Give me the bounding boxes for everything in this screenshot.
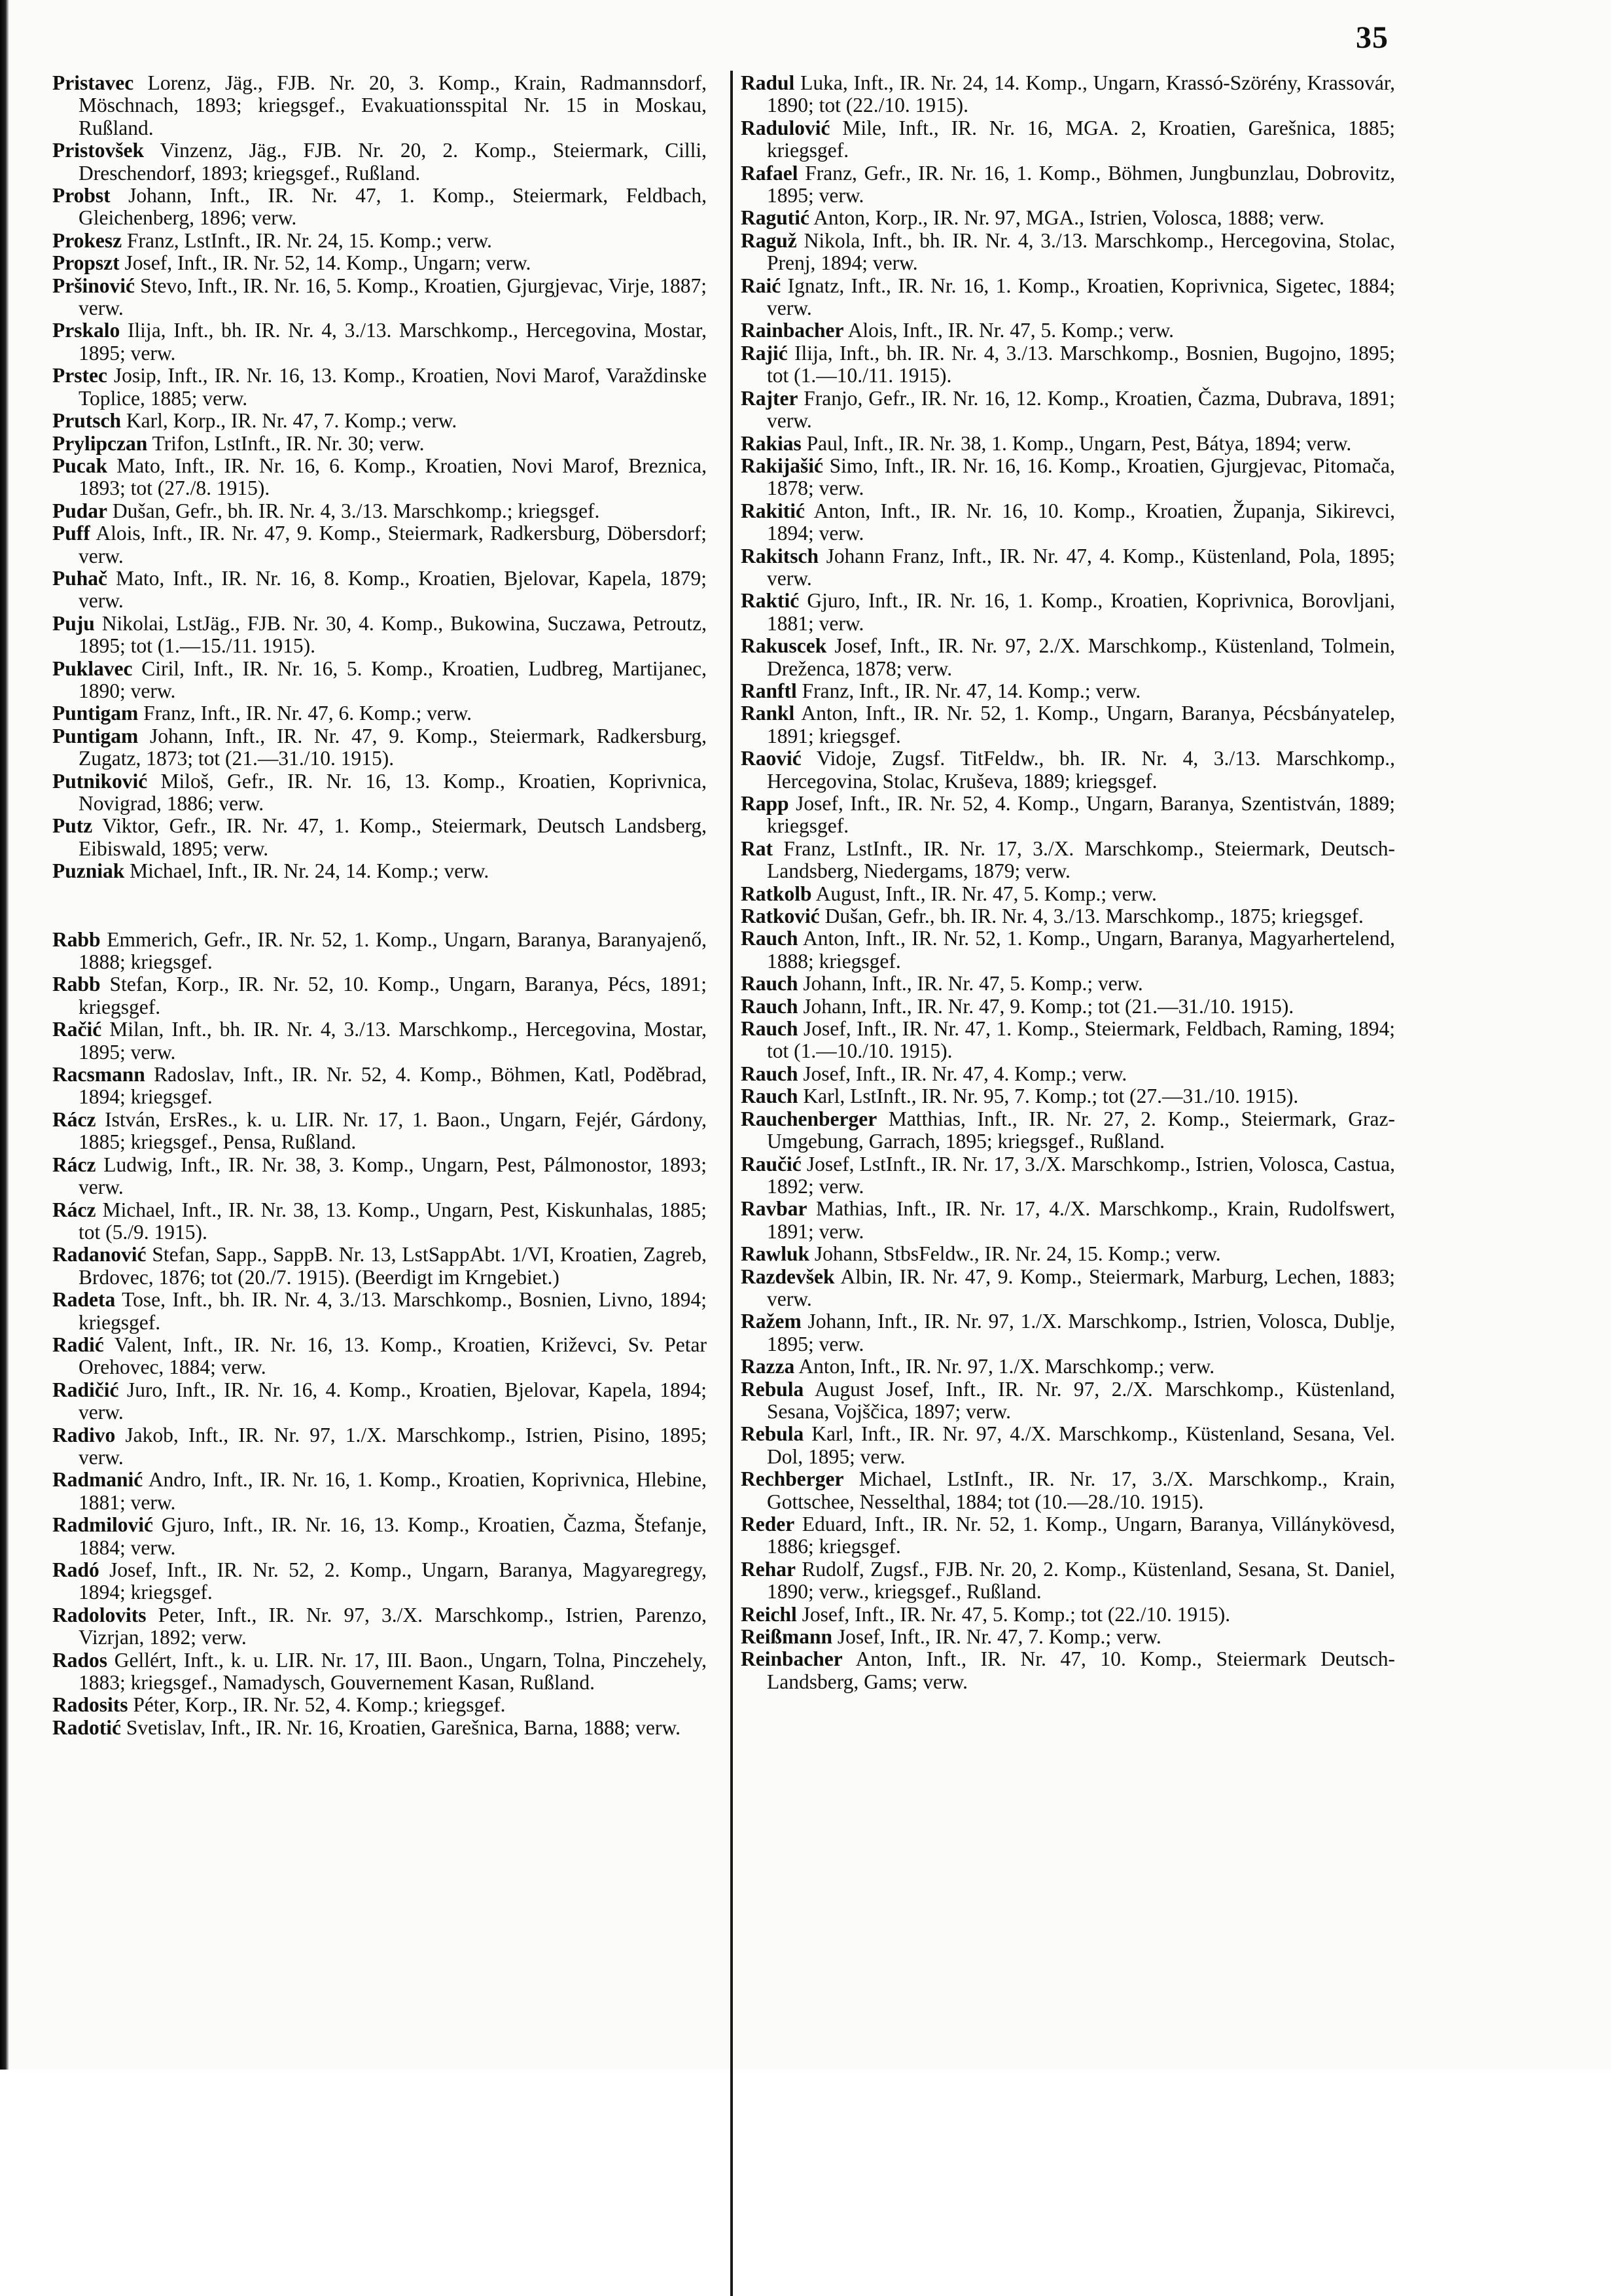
list-entry — [741, 72, 1395, 117]
list-entry — [741, 838, 1395, 883]
entry-details: Anton, Inft., IR. Nr. 16, 10. Komp., Kroatien, Županja, Sikirevci, 1894; verw. — [767, 499, 1395, 545]
list-entry — [52, 522, 707, 567]
entry-surname: Reinbacher — [741, 1647, 843, 1671]
entry-details: Johann, Inft., IR. Nr. 47, 9. Komp.; tot (21.—31./10. 1915). — [798, 994, 1294, 1018]
entry-surname: Prskalo — [52, 319, 120, 342]
list-entry — [52, 1289, 707, 1334]
entry-details: Peter, Inft., IR. Nr. 97, 3./X. Marschkomp., Istrien, Parenzo, Vizrjan, 1892; verw. — [79, 1603, 707, 1649]
entry-details: Anton, Inft., IR. Nr. 47, 10. Komp., Steiermark Deutsch-Landsberg, Gams; verw. — [767, 1647, 1395, 1693]
list-entry — [741, 230, 1395, 275]
entry-details: Josef, LstInft., IR. Nr. 17, 3./X. Marschkomp., Istrien, Volosca, Castua, 1892; verw. — [767, 1152, 1395, 1198]
entry-surname: Puklavec — [52, 656, 133, 680]
list-entry — [52, 1694, 707, 1716]
list-entry — [52, 319, 707, 365]
entry-details: August, Inft., IR. Nr. 47, 5. Komp.; verw. — [811, 882, 1157, 905]
list-entry — [52, 252, 707, 274]
entry-details: Andro, Inft., IR. Nr. 16, 1. Komp., Kroatien, Koprivnica, Hlebine, 1881; verw. — [79, 1468, 707, 1514]
list-entry — [52, 815, 707, 860]
entry-surname: Pudar — [52, 499, 108, 522]
list-entry — [741, 500, 1395, 545]
left-entries-r — [52, 929, 707, 1740]
entry-details: Franz, Gefr., IR. Nr. 16, 1. Komp., Böhmen, Jungbunzlau, Dobrovitz, 1895; verw. — [767, 161, 1395, 207]
list-entry — [741, 747, 1395, 793]
list-entry — [52, 1199, 707, 1244]
column-divider — [730, 71, 733, 2296]
entry-details: Nikola, Inft., bh. IR. Nr. 4, 3./13. Marschkomp., Hercegovina, Stolac, Prenj, 1894; verw. — [767, 228, 1395, 275]
list-entry — [741, 1153, 1395, 1198]
entry-surname: Prutsch — [52, 409, 121, 433]
list-entry — [741, 1063, 1395, 1085]
entry-details: Ciril, Inft., IR. Nr. 16, 5. Komp., Kroatien, Ludbreg, Martijanec, 1890; verw. — [79, 656, 707, 702]
entry-surname: Radić — [52, 1333, 104, 1356]
entry-surname: Rebula — [741, 1422, 804, 1446]
list-entry — [52, 1559, 707, 1604]
list-entry — [52, 1469, 707, 1514]
entry-details: Emmerich, Gefr., IR. Nr. 52, 1. Komp., Ungarn, Baranya, Baranyajenő, 1888; kriegsgef. — [79, 927, 707, 974]
list-entry — [741, 117, 1395, 162]
list-entry — [741, 1378, 1395, 1424]
entry-surname: Probst — [52, 184, 111, 207]
entry-details: Miloš, Gefr., IR. Nr. 16, 13. Komp., Kroatien, Koprivnica, Novigrad, 1886; verw. — [79, 769, 707, 815]
entry-details: Svetislav, Inft., IR. Nr. 16, Kroatien, Garešnica, Barna, 1888; verw. — [121, 1715, 681, 1739]
entry-details: Viktor, Gefr., IR. Nr. 47, 1. Komp., Steiermark, Deutsch Landsberg, Eibiswald, 1895; verw. — [79, 814, 707, 860]
entry-details: Ignatz, Inft., IR. Nr. 16, 1. Komp., Kroatien, Koprivnica, Sigetec, 1884; verw. — [767, 274, 1395, 320]
entry-surname: Ražem — [741, 1310, 802, 1333]
entry-details: Ludwig, Inft., IR. Nr. 38, 3. Komp., Ungarn, Pest, Pálmonostor, 1893; verw. — [79, 1153, 707, 1199]
entry-surname: Rauch — [741, 1017, 798, 1041]
entry-details: Karl, LstInft., IR. Nr. 95, 7. Komp.; tot (27.—31./10. 1915). — [798, 1085, 1299, 1108]
list-entry — [741, 1558, 1395, 1604]
entry-surname: Radotić — [52, 1715, 121, 1739]
list-entry — [741, 455, 1395, 500]
list-entry — [52, 1064, 707, 1109]
list-entry — [52, 500, 707, 522]
entry-surname: Rakias — [741, 431, 802, 455]
entry-details: Stefan, Sapp., SappB. Nr. 13, LstSappAbt. 1/VI, Kroatien, Zagreb, Brdovec, 1876; tot (20./7. 1915). (Beerdigt im Krngebiet.) — [79, 1243, 707, 1289]
entry-surname: Radosits — [52, 1693, 128, 1717]
list-entry — [741, 1108, 1395, 1153]
entry-details: Josef, Inft., IR. Nr. 97, 2./X. Marschkomp., Küstenland, Tolmein, Dreženca, 1878; verw. — [767, 634, 1395, 680]
entry-surname: Rauch — [741, 927, 798, 950]
entry-surname: Rauchenberger — [741, 1107, 877, 1130]
entry-surname: Rakuscek — [741, 634, 827, 658]
entry-surname: Ratkolb — [741, 882, 812, 905]
entry-surname: Ranftl — [741, 679, 797, 702]
list-entry — [741, 590, 1395, 635]
entry-surname: Razza — [741, 1355, 795, 1378]
entry-surname: Radmanić — [52, 1468, 143, 1492]
entry-surname: Radulović — [741, 116, 830, 139]
entry-surname: Reißmann — [741, 1625, 833, 1649]
entry-surname: Puzniak — [52, 859, 125, 883]
entry-details: Anton, Korp., IR. Nr. 97, MGA., Istrien, Volosca, 1888; verw. — [809, 206, 1324, 230]
entry-details: Michael, Inft., IR. Nr. 24, 14. Komp.; verw. — [124, 859, 489, 883]
entry-surname: Rechberger — [741, 1467, 844, 1491]
entry-details: Radoslav, Inft., IR. Nr. 52, 4. Komp., Böhmen, Katl, Poděbrad, 1894; kriegsgef. — [79, 1063, 707, 1109]
entry-surname: Rehar — [741, 1557, 796, 1581]
entry-details: Alois, Inft., IR. Nr. 47, 9. Komp., Steiermark, Radkersburg, Döbersdorf; verw. — [79, 522, 707, 567]
entry-surname: Puju — [52, 611, 95, 635]
entry-details: Franz, Inft., IR. Nr. 47, 14. Komp.; verw. — [796, 679, 1141, 702]
entry-details: Josef, Inft., IR. Nr. 52, 14. Komp., Ungarn; verw. — [119, 251, 531, 275]
entry-surname: Rakijašić — [741, 454, 823, 477]
list-entry — [52, 1424, 707, 1469]
list-entry — [52, 1334, 707, 1379]
entry-details: Gjuro, Inft., IR. Nr. 16, 13. Komp., Kroatien, Čazma, Štefanje, 1884; verw. — [79, 1513, 707, 1559]
list-entry — [741, 545, 1395, 590]
entry-surname: Ravbar — [741, 1197, 807, 1221]
entry-details: Nikolai, LstJäg., FJB. Nr. 30, 4. Komp., Bukowina, Suczawa, Petroutz, 1895; tot (1.—15./11. 1915). — [79, 611, 707, 658]
entry-details: Vidoje, Zugsf. TitFeldw., bh. IR. Nr. 4, 3./13. Marschkomp., Hercegovina, Stolac, Kruševa, 1889; kriegsgef. — [767, 747, 1395, 793]
entry-details: Josef, Inft., IR. Nr. 47, 7. Komp.; verw. — [832, 1625, 1161, 1649]
entry-surname: Reder — [741, 1513, 795, 1535]
entry-surname: Rafael — [741, 161, 798, 185]
entry-surname: Rajić — [741, 341, 788, 365]
entry-surname: Rakitsch — [741, 544, 819, 567]
list-entry — [52, 613, 707, 658]
entry-details: Josip, Inft., IR. Nr. 16, 13. Komp., Kroatien, Novi Marof, Varaždinske Toplice, 1885; verw. — [79, 364, 707, 410]
list-entry — [741, 1018, 1395, 1063]
entry-surname: Putz — [52, 814, 93, 838]
entry-details: Mato, Inft., IR. Nr. 16, 8. Komp., Kroatien, Bjelovar, Kapela, 1879; verw. — [79, 566, 707, 613]
list-entry — [741, 680, 1395, 702]
list-entry — [52, 455, 707, 500]
entry-details: Franz, LstInft., IR. Nr. 17, 3./X. Marschkomp., Steiermark, Deutsch-Landsberg, Niedergams, 1879; verw. — [767, 836, 1395, 883]
entry-surname: Puff — [52, 522, 90, 545]
list-entry — [741, 207, 1395, 229]
entry-details: Alois, Inft., IR. Nr. 47, 5. Komp.; verw. — [843, 319, 1175, 342]
list-entry — [52, 1379, 707, 1424]
list-entry — [741, 433, 1395, 455]
entry-surname: Rácz — [52, 1198, 96, 1221]
entry-surname: Radeta — [52, 1288, 116, 1312]
list-entry — [52, 973, 707, 1018]
list-entry — [52, 1018, 707, 1064]
entry-surname: Prokesz — [52, 228, 122, 252]
entry-details: Dušan, Gefr., bh. IR. Nr. 4, 3./13. Marschkomp.; kriegsgef. — [107, 499, 600, 522]
entry-surname: Radičić — [52, 1378, 119, 1401]
list-entry — [741, 342, 1395, 387]
right-column — [741, 72, 1395, 1693]
entry-surname: Pucak — [52, 454, 108, 477]
entry-details: Eduard, Inft., IR. Nr. 52, 1. Komp., Ungarn, Baranya, Villánykövesd, 1886; kriegsgef. — [767, 1513, 1395, 1558]
entry-details: Tose, Inft., bh. IR. Nr. 4, 3./13. Marschkomp., Bosnien, Livno, 1894; kriegsgef. — [79, 1288, 707, 1334]
list-entry — [741, 1626, 1395, 1648]
entry-surname: Rebula — [741, 1377, 804, 1401]
entry-details: Johann, Inft., IR. Nr. 47, 9. Komp., Steiermark, Radkersburg, Zugatz, 1873; tot (21.—31./10. 1915). — [79, 724, 707, 770]
list-entry — [52, 139, 707, 185]
entry-surname: Ragutić — [741, 206, 809, 230]
entry-surname: Rat — [741, 836, 773, 860]
entry-surname: Pršinović — [52, 274, 135, 297]
entry-surname: Razdevšek — [741, 1265, 835, 1288]
entry-details: István, ErsRes., k. u. LIR. Nr. 17, 1. Baon., Ungarn, Fejér, Gárdony, 1885; kriegsgef., Pensa, Rußland. — [79, 1107, 707, 1154]
entry-surname: Raktić — [741, 589, 800, 613]
list-entry — [52, 658, 707, 703]
entry-surname: Rabb — [52, 973, 101, 996]
list-entry — [52, 433, 707, 455]
entry-details: Josef, Inft., IR. Nr. 52, 2. Komp., Ungarn, Baranya, Magyaregregy, 1894; kriegsgef. — [79, 1558, 707, 1604]
entry-details: Karl, Korp., IR. Nr. 47, 7. Komp.; verw. — [121, 409, 457, 433]
entry-details: Josef, Inft., IR. Nr. 47, 5. Komp.; tot (22./10. 1915). — [796, 1602, 1231, 1626]
list-entry — [741, 635, 1395, 680]
entry-details: Matthias, Inft., IR. Nr. 27, 2. Komp., Steiermark, Graz-Umgebung, Garrach, 1895; kriegsgef., Rußland. — [767, 1107, 1395, 1153]
entry-surname: Rabb — [52, 927, 101, 951]
entry-details: Anton, Inft., IR. Nr. 97, 1./X. Marschkomp.; verw. — [794, 1355, 1215, 1378]
list-entry — [741, 927, 1395, 973]
list-entry — [741, 996, 1395, 1018]
entry-details: Simo, Inft., IR. Nr. 16, 16. Komp., Kroatien, Gjurgjevac, Pitomača, 1878; verw. — [767, 454, 1395, 500]
entry-details: Anton, Inft., IR. Nr. 52, 1. Komp., Ungarn, Baranya, Magyarhertelend, 1888; kriegsgef. — [767, 927, 1395, 973]
entry-details: Jakob, Inft., IR. Nr. 97, 1./X. Marschkomp., Istrien, Pisino, 1895; verw. — [79, 1423, 707, 1469]
entry-details: Josef, Inft., IR. Nr. 47, 1. Komp., Steiermark, Feldbach, Raming, 1894; tot (1.—10./10. 1915). — [767, 1017, 1395, 1063]
list-entry — [741, 387, 1395, 433]
list-entry — [741, 1198, 1395, 1243]
list-entry — [52, 1514, 707, 1559]
entry-details: Dušan, Gefr., bh. IR. Nr. 4, 3./13. Marschkomp., 1875; kriegsgef. — [819, 905, 1364, 928]
entry-surname: Puhač — [52, 566, 108, 590]
list-entry — [52, 1604, 707, 1649]
list-entry — [741, 905, 1395, 927]
entry-surname: Radul — [741, 71, 795, 94]
list-entry — [52, 230, 707, 252]
list-entry — [741, 319, 1395, 342]
entry-surname: Racsmann — [52, 1063, 145, 1086]
list-entry — [741, 1468, 1395, 1513]
entry-details: Trifon, LstInft., IR. Nr. 30; verw. — [147, 431, 425, 455]
left-entries-p — [52, 72, 707, 883]
entry-surname: Reichl — [741, 1602, 797, 1626]
list-entry — [741, 1513, 1395, 1558]
entry-details: Luka, Inft., IR. Nr. 24, 14. Komp., Ungarn, Krassó-Szörény, Krassovár, 1890; tot (22./10. 1915). — [767, 71, 1395, 117]
entry-details: Milan, Inft., bh. IR. Nr. 4, 3./13. Marschkomp., Hercegovina, Mostar, 1895; verw. — [79, 1018, 707, 1064]
entry-details: Juro, Inft., IR. Nr. 16, 4. Komp., Kroatien, Bjelovar, Kapela, 1894; verw. — [79, 1378, 707, 1424]
entry-surname: Radolovits — [52, 1603, 147, 1626]
entry-details: Josef, Inft., IR. Nr. 47, 4. Komp.; verw. — [798, 1062, 1127, 1085]
list-entry — [741, 1604, 1395, 1626]
entry-surname: Radanović — [52, 1243, 147, 1266]
page-number: 35 — [1356, 20, 1389, 55]
list-entry — [741, 162, 1395, 207]
entry-surname: Pristovšek — [52, 139, 144, 162]
entry-details: Péter, Korp., IR. Nr. 52, 4. Komp.; kriegsgef. — [128, 1693, 506, 1717]
entry-details: Johann, StbsFeldw., IR. Nr. 24, 15. Komp.; verw. — [809, 1242, 1221, 1266]
entry-details: Valent, Inft., IR. Nr. 16, 13. Komp., Kroatien, Križevci, Sv. Petar Orehovec, 1884; verw. — [79, 1333, 707, 1379]
entry-details: Karl, Inft., IR. Nr. 97, 4./X. Marschkomp., Küstenland, Sesana, Vel. Dol, 1895; verw. — [767, 1422, 1395, 1468]
list-entry — [52, 860, 707, 882]
list-entry — [52, 770, 707, 816]
list-entry — [741, 793, 1395, 838]
right-entries — [741, 72, 1395, 1693]
entry-details: Stefan, Korp., IR. Nr. 52, 10. Komp., Ungarn, Baranya, Pécs, 1891; kriegsgef. — [79, 973, 707, 1018]
entry-surname: Rauch — [741, 1062, 798, 1085]
entry-details: Anton, Inft., IR. Nr. 52, 1. Komp., Ungarn, Baranya, Pécsbányatelep, 1891; kriegsgef. — [767, 702, 1395, 747]
list-entry — [52, 185, 707, 230]
entry-surname: Prstec — [52, 364, 107, 387]
list-entry — [52, 365, 707, 410]
entry-surname: Ratković — [741, 905, 820, 928]
entry-details: Johann Franz, Inft., IR. Nr. 47, 4. Komp., Küstenland, Pola, 1895; verw. — [767, 544, 1395, 590]
entry-details: Paul, Inft., IR. Nr. 38, 1. Komp., Ungarn, Pest, Bátya, 1894; verw. — [801, 431, 1352, 455]
entry-details: Mile, Inft., IR. Nr. 16, MGA. 2, Kroatien, Garešnica, 1885; kriegsgef. — [767, 116, 1395, 162]
left-column — [52, 72, 707, 1739]
entry-details: Johann, Inft., IR. Nr. 47, 5. Komp.; verw. — [798, 972, 1143, 996]
list-entry — [741, 1243, 1395, 1265]
entry-surname: Raović — [741, 747, 802, 770]
entry-details: Franz, LstInft., IR. Nr. 24, 15. Komp.; verw. — [122, 228, 492, 252]
list-entry — [741, 1266, 1395, 1311]
entry-surname: Radó — [52, 1558, 99, 1581]
entry-surname: Radivo — [52, 1423, 116, 1446]
list-entry — [52, 725, 707, 770]
list-entry — [52, 410, 707, 432]
list-entry — [741, 1355, 1395, 1378]
entry-surname: Račić — [52, 1018, 102, 1041]
entry-details: August Josef, Inft., IR. Nr. 97, 2./X. Marschkomp., Küstenland, Sesana, Vojščica, 1897; verw. — [767, 1377, 1395, 1423]
entry-details: Albin, IR. Nr. 47, 9. Komp., Steiermark, Marburg, Lechen, 1883; verw. — [767, 1265, 1395, 1310]
entry-details: Mathias, Inft., IR. Nr. 17, 4./X. Marschkomp., Krain, Rudolfswert, 1891; verw. — [767, 1197, 1395, 1243]
entry-surname: Raguž — [741, 228, 797, 252]
list-entry — [741, 1085, 1395, 1107]
scan-edge — [0, 0, 9, 2070]
entry-details: Josef, Inft., IR. Nr. 52, 4. Komp., Ungarn, Baranya, Szentistván, 1889; kriegsgef. — [767, 792, 1395, 838]
list-entry — [52, 1154, 707, 1199]
entry-surname: Rapp — [741, 792, 789, 815]
entry-details: Johann, Inft., IR. Nr. 47, 1. Komp., Steiermark, Feldbach, Gleichenberg, 1896; verw. — [79, 184, 707, 230]
entry-surname: Rauch — [741, 972, 798, 996]
list-entry — [741, 1648, 1395, 1693]
entry-surname: Rácz — [52, 1107, 96, 1131]
entry-details: Johann, Inft., IR. Nr. 97, 1./X. Marschkomp., Istrien, Volosca, Dublje, 1895; verw. — [767, 1310, 1395, 1355]
entry-surname: Prylipczan — [52, 431, 148, 455]
entry-surname: Raić — [741, 274, 781, 297]
entry-surname: Rankl — [741, 702, 795, 725]
entry-surname: Radmilović — [52, 1513, 153, 1537]
list-entry — [52, 1717, 707, 1739]
entry-details: Michael, LstInft., IR. Nr. 17, 3./X. Marschkomp., Krain, Gottschee, Nesselthal, 1884; tot (10.—28./10. 1915). — [767, 1467, 1395, 1513]
entry-surname: Rácz — [52, 1153, 96, 1176]
list-entry — [52, 1649, 707, 1695]
entry-surname: Rajter — [741, 386, 798, 410]
entry-details: Lorenz, Jäg., FJB. Nr. 20, 3. Komp., Krain, Radmannsdorf, Möschnach, 1893; kriegsgef., Evakuationsspital Nr. 15 in Moskau, Rußland. — [79, 71, 707, 139]
entry-surname: Rakitić — [741, 499, 805, 522]
entry-surname: Puntigam — [52, 724, 139, 747]
entry-details: Gjuro, Inft., IR. Nr. 16, 1. Komp., Kroatien, Koprivnica, Borovljani, 1881; verw. — [767, 589, 1395, 635]
entry-surname: Rados — [52, 1648, 108, 1672]
list-entry — [52, 1244, 707, 1289]
entry-details: Ilija, Inft., bh. IR. Nr. 4, 3./13. Marschkomp., Hercegovina, Mostar, 1895; verw. — [79, 319, 707, 365]
list-entry — [52, 929, 707, 974]
list-entry — [52, 567, 707, 613]
entry-surname: Rawluk — [741, 1242, 810, 1266]
list-entry — [741, 973, 1395, 995]
list-entry — [741, 275, 1395, 320]
entry-surname: Putniković — [52, 769, 148, 793]
list-entry — [741, 883, 1395, 905]
entry-surname: Puntigam — [52, 702, 139, 725]
entry-surname: Rauch — [741, 1085, 798, 1108]
entry-details: Franjo, Gefr., IR. Nr. 16, 12. Komp., Kroatien, Čazma, Dubrava, 1891; verw. — [767, 386, 1395, 433]
entry-surname: Pristavec — [52, 71, 134, 94]
list-entry — [52, 275, 707, 320]
entry-details: Gellért, Inft., k. u. LIR. Nr. 17, III. Baon., Ungarn, Tolna, Pinczehely, 1883; kriegsgef., Namadysch, Gouvernement Kasan, Rußland. — [79, 1648, 707, 1695]
entry-details: Franz, Inft., IR. Nr. 47, 6. Komp.; verw. — [138, 702, 472, 725]
entry-surname: Rainbacher — [741, 319, 844, 342]
section-gap — [52, 883, 707, 929]
list-entry — [741, 702, 1395, 747]
list-entry — [52, 72, 707, 139]
entry-details: Vinzenz, Jäg., FJB. Nr. 20, 2. Komp., Steiermark, Cilli, Dreschendorf, 1893; kriegsgef., Rußland. — [79, 139, 707, 185]
entry-details: Rudolf, Zugsf., FJB. Nr. 20, 2. Komp., Küstenland, Sesana, St. Daniel, 1890; verw., kriegsgef., Rußland. — [767, 1557, 1395, 1604]
entry-surname: Raučić — [741, 1152, 802, 1175]
list-entry — [741, 1310, 1395, 1355]
entry-surname: Propszt — [52, 251, 120, 275]
list-entry — [52, 1109, 707, 1154]
entry-details: Stevo, Inft., IR. Nr. 16, 5. Komp., Kroatien, Gjurgjevac, Virje, 1887; verw. — [79, 274, 707, 320]
entry-details: Mato, Inft., IR. Nr. 16, 6. Komp., Kroatien, Novi Marof, Breznica, 1893; tot (27./8. 1915). — [79, 454, 707, 500]
entry-surname: Rauch — [741, 994, 798, 1018]
entry-details: Ilija, Inft., bh. IR. Nr. 4, 3./13. Marschkomp., Bosnien, Bugojno, 1895; tot (1.—10./11. 1915). — [767, 341, 1395, 387]
entry-details: Michael, Inft., IR. Nr. 38, 13. Komp., Ungarn, Pest, Kiskunhalas, 1885; tot (5./9. 1915). — [79, 1198, 707, 1244]
list-entry — [741, 1423, 1395, 1468]
list-entry — [52, 702, 707, 725]
